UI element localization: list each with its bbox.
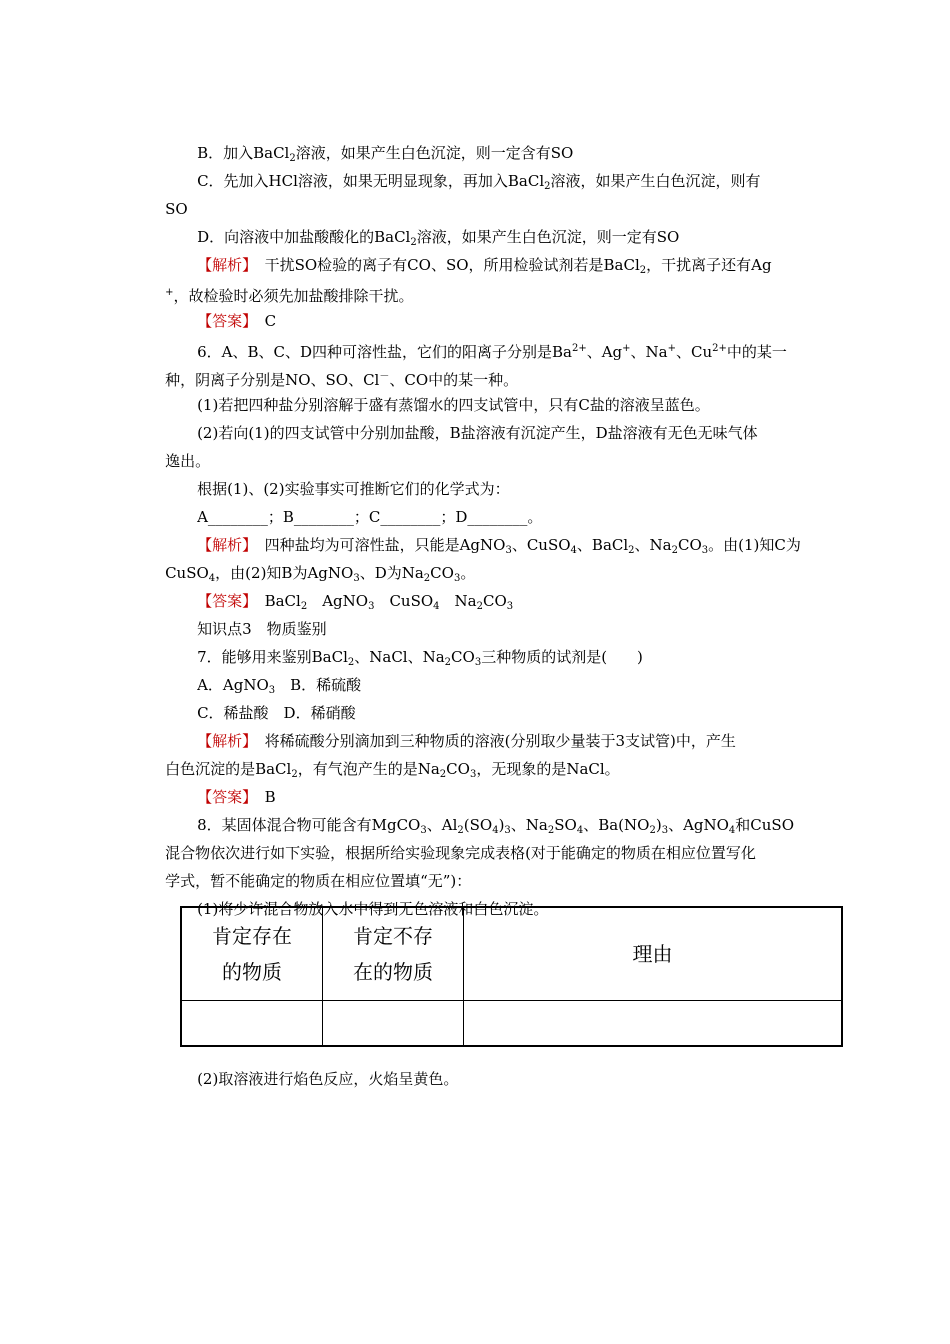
cell-present[interactable]: [181, 1001, 323, 1047]
header-absent: 肯定不存 在的物质: [323, 907, 464, 1001]
question-8-cont2: 学式，暂不能确定的物质在相应位置填“无”)：: [165, 872, 472, 890]
answer-6: 【答案】 BaCl$_2$ AgNO$_3$ CuSO$_4$ $Na_2CO_3$: [197, 592, 514, 612]
question-7-options-ab: A．AgNO$_3$ B．稀硫酸: [197, 676, 362, 696]
analysis-5-cont: +，故检验时必须先加盐酸排除干扰。: [165, 287, 414, 305]
answer-7: 【答案】 B: [197, 788, 276, 806]
header-present: 肯定存在 的物质: [181, 907, 323, 1001]
table-row: [181, 1001, 842, 1047]
question-6-part1: (1)若把四种盐分别溶解于盛有蒸馏水的四支试管中，只有C盐的溶液呈蓝色。: [197, 396, 710, 414]
question-6-cont: 种，阴离子分别是NO、SO、Cl－、CO中的某一种。: [165, 371, 519, 389]
question-6-blanks: A________；B________；C________；D________。: [197, 508, 543, 526]
header-reason: 理由: [464, 907, 843, 1001]
analysis-7-cont: 白色沉淀的是BaCl$_2$，有气泡产生的是$Na_2CO_3$，无现象的是NaCl。: [165, 760, 620, 780]
knowledge-point-3: 知识点3 物质鉴别: [197, 620, 327, 638]
question-6-prompt: 根据(1)、(2)实验事实可推断它们的化学式为：: [197, 480, 510, 498]
answer-tag: 【答案】: [197, 312, 265, 330]
analysis-7: 【解析】 将稀硫酸分别滴加到三种物质的溶液(分别取少量装于3支试管)中，产生: [197, 732, 736, 750]
answer-table: [180, 906, 843, 1047]
question-8-cont1: 混合物依次进行如下实验，根据所给实验现象完成表格(对于能确定的物质在相应位置写化: [165, 844, 756, 862]
question-8-part2: (2)取溶液进行焰色反应，火焰呈黄色。: [197, 1070, 459, 1088]
question-8: 8．某固体混合物可能含有MgCO$_3$、$Al_2(SO_4)_3$、$Na_2SO_4$、$Ba(NO_2)_3$、AgNO$_4$和CuSO: [197, 816, 795, 836]
question-7-options-cd: C．稀盐酸 D．稀硝酸: [197, 704, 356, 722]
analysis-5: 【解析】 干扰SO检验的离子有CO、SO，所用检验试剂若是BaCl$_2$，干扰离子还有Ag: [197, 256, 772, 276]
cell-reason[interactable]: [464, 1001, 843, 1047]
question-6-part2: (2)若向(1)的四支试管中分别加盐酸，B盐溶液有沉淀产生，D盐溶液有无色无味气体: [197, 424, 758, 442]
table-header-row: [181, 907, 842, 1001]
option-b: B．加入BaCl$_2$溶液，如果产生白色沉淀，则一定含有SO: [197, 144, 574, 164]
analysis-6: 【解析】 四种盐均为可溶性盐，只能是AgNO$_3$、CuSO$_4$、BaCl$_2$、$Na_2CO_3$。由(1)知C为: [197, 536, 801, 556]
option-c: C．先加入HCl溶液，如果无明显现象，再加入BaCl$_2$溶液，如果产生白色沉淀，则有: [197, 172, 761, 192]
question-6: 6．A、B、C、D四种可溶性盐，它们的阳离子分别是$Ba^{2+}$、Ag+、Na+、$Cu^{2+}$中的某一: [197, 343, 787, 361]
question-6-part2-cont: 逸出。: [165, 452, 211, 470]
option-d: D．向溶液中加盐酸酸化的BaCl$_2$溶液，如果产生白色沉淀，则一定有SO: [197, 228, 680, 248]
analysis-tag: 【解析】: [197, 256, 265, 274]
analysis-6-cont: CuSO$_4$，由(2)知B为AgNO$_3$、D为$Na_2CO_3$。: [165, 564, 476, 584]
answer-5: 【答案】 C: [197, 312, 277, 330]
question-8-part1: (1)将少许混合物放入水中得到无色溶液和白色沉淀。: [197, 900, 549, 918]
cell-absent[interactable]: [323, 1001, 464, 1047]
question-7: 7．能够用来鉴别BaCl$_2$、NaCl、$Na_2CO_3$三种物质的试剂是( ): [197, 648, 643, 668]
option-c-cont: SO: [165, 200, 188, 218]
